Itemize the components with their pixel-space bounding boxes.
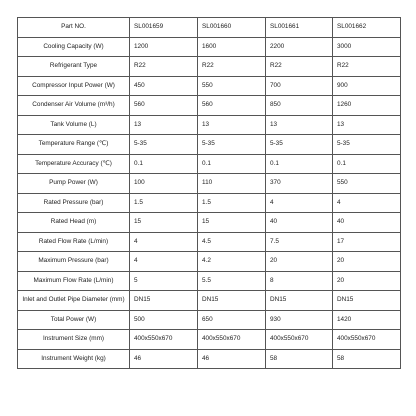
value-cell: 5-35 <box>130 135 198 155</box>
value-cell: 4 <box>333 193 401 213</box>
value-cell: 550 <box>333 174 401 194</box>
table-row <box>18 291 401 311</box>
row-label-cell: Tank Volume (L) <box>18 115 130 135</box>
value-cell: R22 <box>130 57 198 77</box>
row-label-cell: Total Power (W) <box>18 310 130 330</box>
row-label-cell: Refrigerant Type <box>18 57 130 77</box>
value-cell: 1.5 <box>198 193 266 213</box>
table-header-row <box>18 18 401 38</box>
value-cell: 370 <box>266 174 333 194</box>
value-cell: 1.5 <box>130 193 198 213</box>
table-row <box>18 37 401 57</box>
value-cell: 100 <box>130 174 198 194</box>
value-cell: 40 <box>333 213 401 233</box>
value-cell: 4 <box>266 193 333 213</box>
value-cell: 7.5 <box>266 232 333 252</box>
value-cell: 650 <box>198 310 266 330</box>
table-row <box>18 57 401 77</box>
table-row <box>18 252 401 272</box>
table-row <box>18 271 401 291</box>
header-model-cell: SL001660 <box>198 18 266 38</box>
table-row <box>18 135 401 155</box>
value-cell: 46 <box>198 349 266 369</box>
row-label-cell: Temperature Accuracy (℃) <box>18 154 130 174</box>
spec-table <box>17 17 401 369</box>
row-label-cell: Rated Head (m) <box>18 213 130 233</box>
value-cell: 110 <box>198 174 266 194</box>
value-cell: 500 <box>130 310 198 330</box>
header-label-cell: Part NO. <box>18 18 130 38</box>
value-cell: 400x550x670 <box>198 330 266 350</box>
header-model-cell: SL001662 <box>333 18 401 38</box>
value-cell: 1420 <box>333 310 401 330</box>
value-cell: 15 <box>198 213 266 233</box>
value-cell: 400x550x670 <box>130 330 198 350</box>
value-cell: 20 <box>333 271 401 291</box>
value-cell: 900 <box>333 76 401 96</box>
value-cell: 3000 <box>333 37 401 57</box>
table-row <box>18 213 401 233</box>
value-cell: 550 <box>198 76 266 96</box>
table-row <box>18 349 401 369</box>
value-cell: 5.5 <box>198 271 266 291</box>
value-cell: 400x550x670 <box>266 330 333 350</box>
row-label-cell: Condenser Air Volume (m³/h) <box>18 96 130 116</box>
value-cell: R22 <box>266 57 333 77</box>
row-label-cell: Cooling Capacity (W) <box>18 37 130 57</box>
value-cell: 5-35 <box>198 135 266 155</box>
value-cell: 20 <box>266 252 333 272</box>
value-cell: 58 <box>266 349 333 369</box>
value-cell: 13 <box>130 115 198 135</box>
value-cell: 5 <box>130 271 198 291</box>
value-cell: 1260 <box>333 96 401 116</box>
table-row <box>18 232 401 252</box>
value-cell: 1200 <box>130 37 198 57</box>
row-label-cell: Rated Pressure (bar) <box>18 193 130 213</box>
value-cell: 4 <box>130 232 198 252</box>
value-cell: 4.5 <box>198 232 266 252</box>
table-row <box>18 76 401 96</box>
value-cell: 13 <box>266 115 333 135</box>
spec-table-body <box>18 18 401 369</box>
value-cell: 58 <box>333 349 401 369</box>
value-cell: 46 <box>130 349 198 369</box>
value-cell: 4 <box>130 252 198 272</box>
row-label-cell: Rated Flow Rate (L/min) <box>18 232 130 252</box>
value-cell: DN15 <box>198 291 266 311</box>
value-cell: 560 <box>198 96 266 116</box>
value-cell: 4.2 <box>198 252 266 272</box>
table-row <box>18 154 401 174</box>
value-cell: 8 <box>266 271 333 291</box>
value-cell: R22 <box>198 57 266 77</box>
value-cell: 0.1 <box>130 154 198 174</box>
value-cell: 400x550x670 <box>333 330 401 350</box>
row-label-cell: Compressor Input Power (W) <box>18 76 130 96</box>
value-cell: 5-35 <box>266 135 333 155</box>
table-row <box>18 193 401 213</box>
value-cell: 40 <box>266 213 333 233</box>
row-label-cell: Instrument Size (mm) <box>18 330 130 350</box>
row-label-cell: Maximum Flow Rate (L/min) <box>18 271 130 291</box>
value-cell: 13 <box>333 115 401 135</box>
value-cell: 20 <box>333 252 401 272</box>
table-row <box>18 96 401 116</box>
row-label-cell: Instrument Weight (kg) <box>18 349 130 369</box>
row-label-cell: Pump Power (W) <box>18 174 130 194</box>
value-cell: 700 <box>266 76 333 96</box>
value-cell: 560 <box>130 96 198 116</box>
value-cell: 0.1 <box>198 154 266 174</box>
value-cell: 1600 <box>198 37 266 57</box>
row-label-cell: Maximum Pressure (bar) <box>18 252 130 272</box>
header-model-cell: SL001659 <box>130 18 198 38</box>
row-label-cell: Inlet and Outlet Pipe Diameter (mm) <box>18 291 130 311</box>
value-cell: 450 <box>130 76 198 96</box>
value-cell: DN15 <box>333 291 401 311</box>
table-row <box>18 310 401 330</box>
value-cell: 5-35 <box>333 135 401 155</box>
value-cell: DN15 <box>266 291 333 311</box>
row-label-cell: Temperature Range (℃) <box>18 135 130 155</box>
value-cell: 13 <box>198 115 266 135</box>
value-cell: 0.1 <box>266 154 333 174</box>
header-model-cell: SL001661 <box>266 18 333 38</box>
value-cell: 17 <box>333 232 401 252</box>
value-cell: R22 <box>333 57 401 77</box>
value-cell: 850 <box>266 96 333 116</box>
value-cell: 0.1 <box>333 154 401 174</box>
table-row <box>18 174 401 194</box>
value-cell: 2200 <box>266 37 333 57</box>
value-cell: DN15 <box>130 291 198 311</box>
value-cell: 930 <box>266 310 333 330</box>
table-row <box>18 115 401 135</box>
value-cell: 15 <box>130 213 198 233</box>
table-row <box>18 330 401 350</box>
